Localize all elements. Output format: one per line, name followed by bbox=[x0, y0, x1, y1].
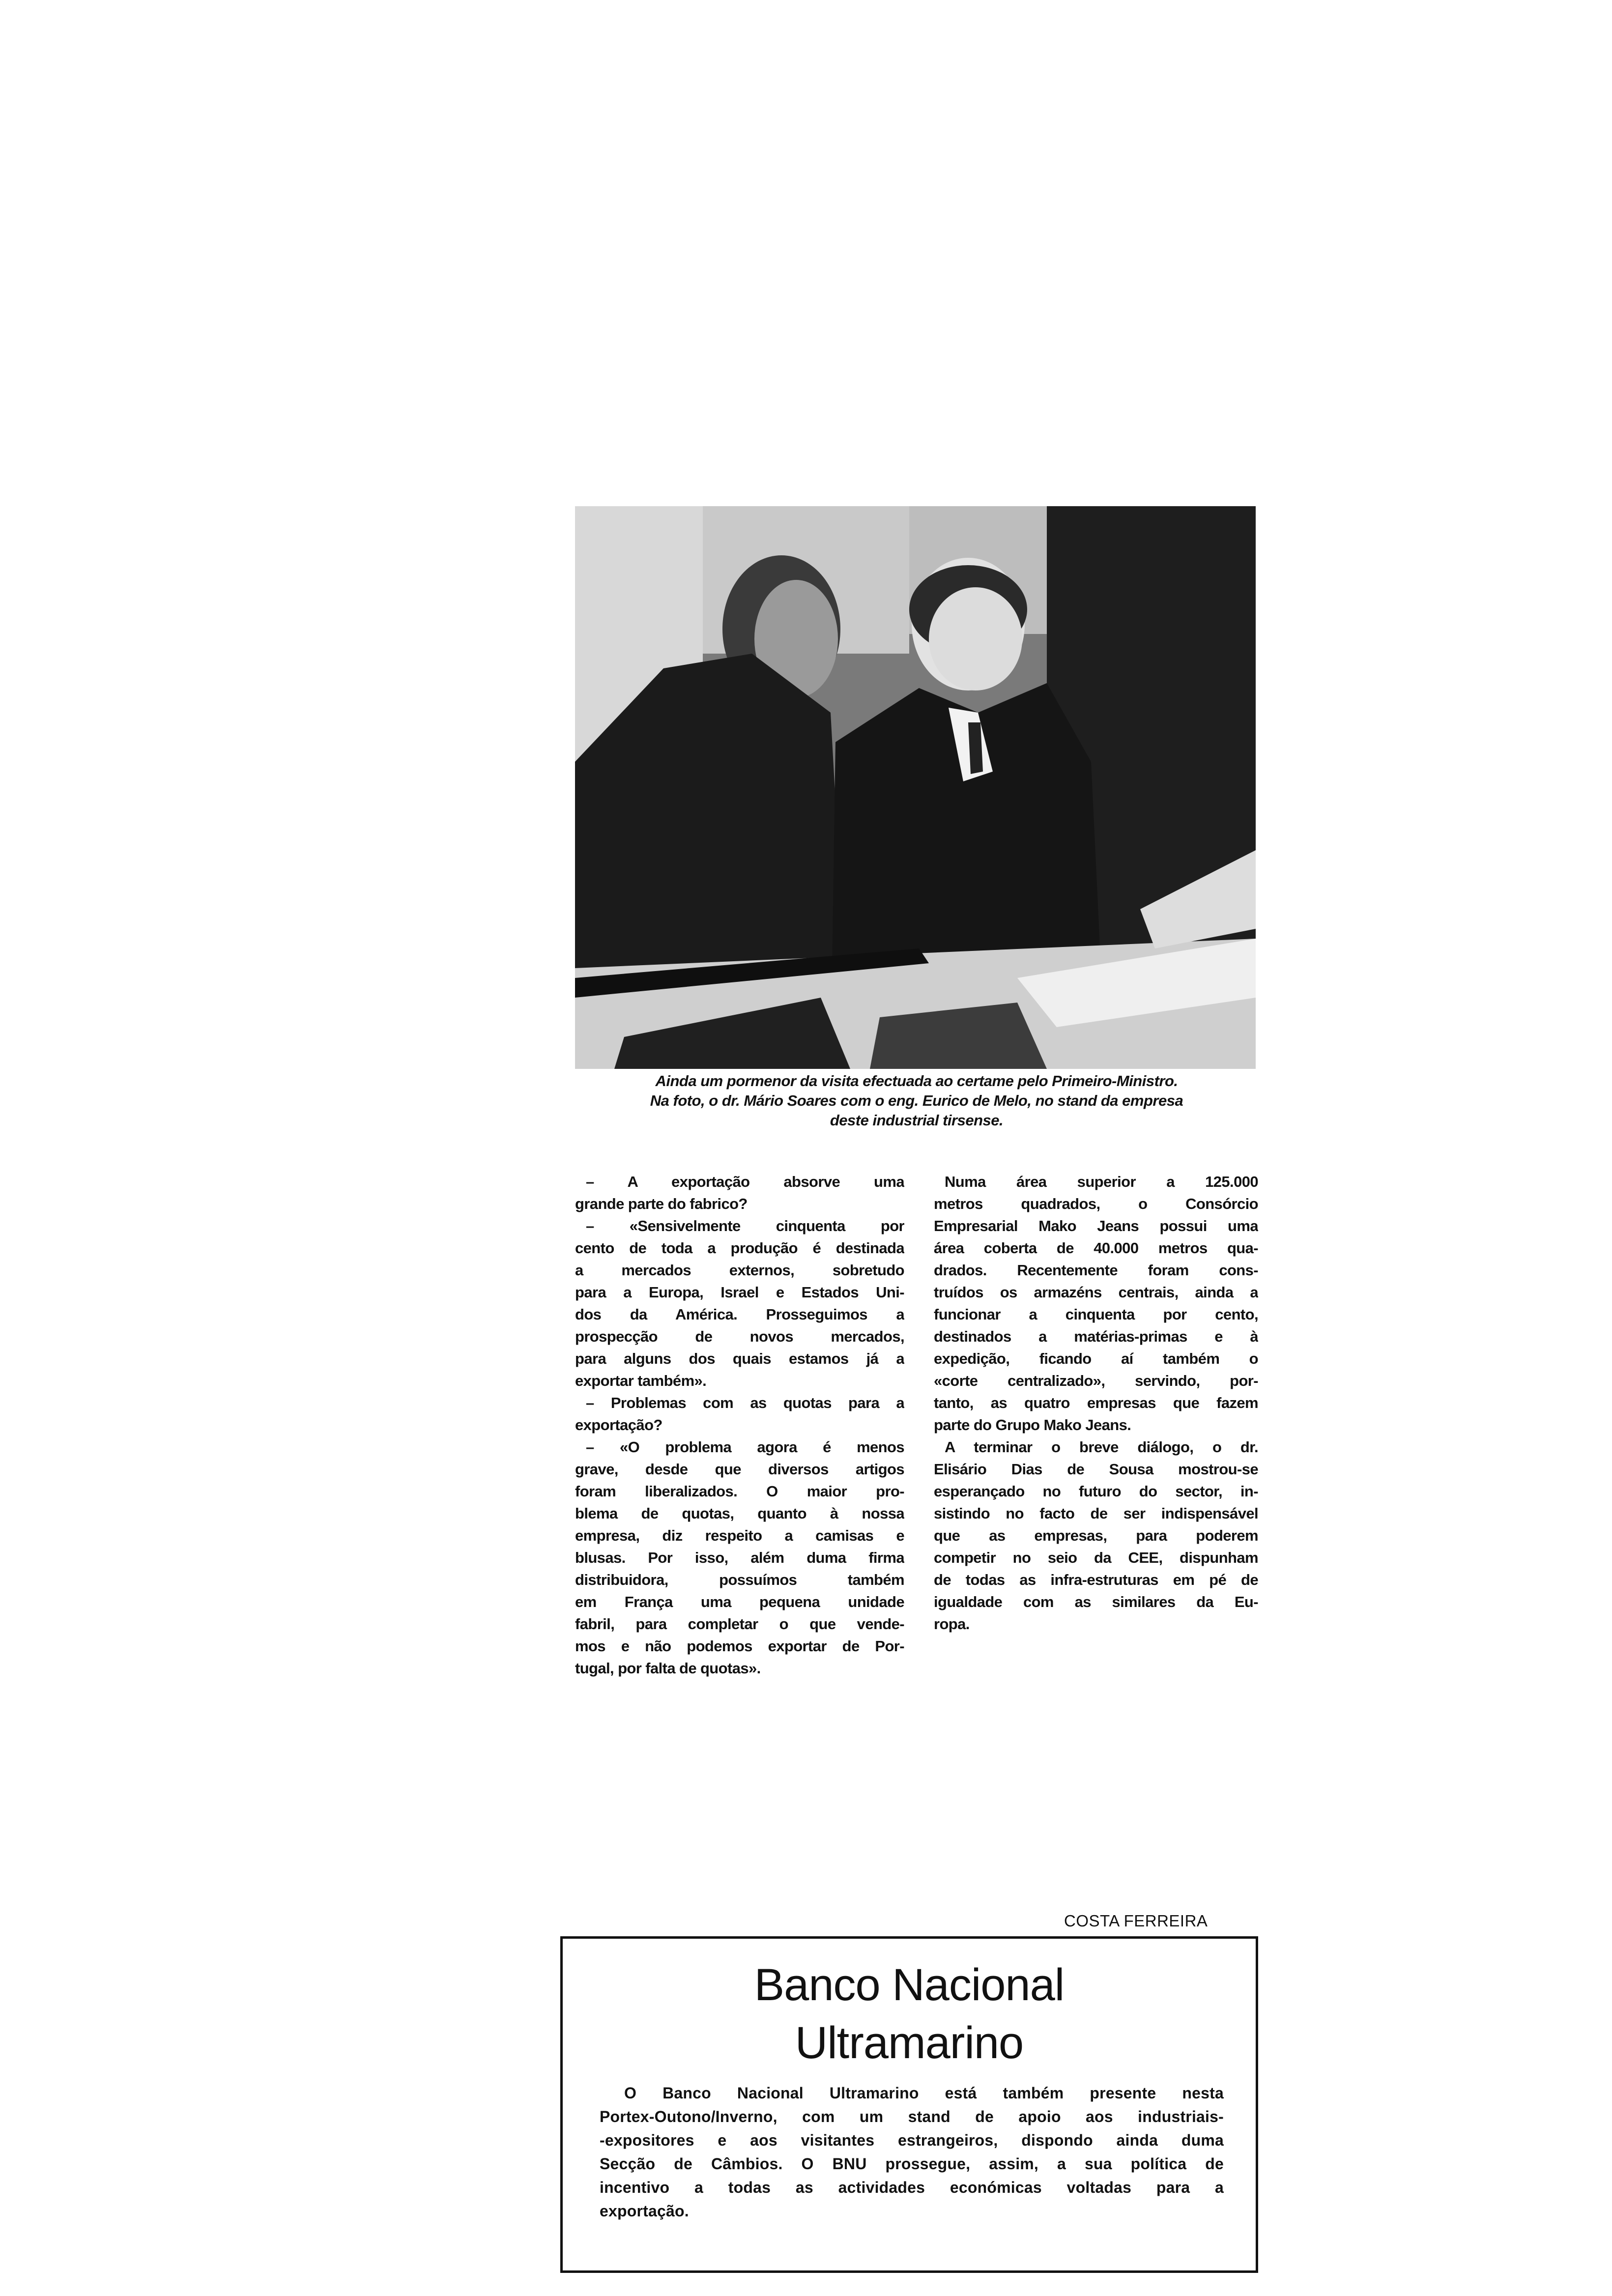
article-line: destinados a matérias-primas e à bbox=[934, 1328, 1258, 1345]
article-line: prospecção de novos mercados, bbox=[575, 1328, 904, 1345]
article-line: distribuidora, possuímos também bbox=[575, 1571, 904, 1588]
article-line: truídos os armazéns centrais, ainda a bbox=[934, 1284, 1258, 1301]
article-line: exportação? bbox=[575, 1416, 662, 1434]
article-line: esperançado no futuro do sector, in- bbox=[934, 1483, 1258, 1500]
article-line: – Problemas com as quotas para a bbox=[586, 1394, 904, 1411]
article-line: foram liberalizados. O maior pro- bbox=[575, 1483, 904, 1500]
news-photo bbox=[575, 506, 1256, 1069]
article-column-left bbox=[575, 1171, 904, 1679]
article-line: tugal, por falta de quotas». bbox=[575, 1660, 761, 1677]
article-line: cento de toda a produção é destinada bbox=[575, 1239, 904, 1257]
article-line: fabril, para completar o que vende- bbox=[575, 1615, 904, 1633]
article-line: – «O problema agora é menos bbox=[586, 1438, 904, 1456]
advert-line: -expositores e aos visitantes estrangeiros, dispondo ainda duma bbox=[600, 2131, 1224, 2149]
article-line: a mercados externos, sobretudo bbox=[575, 1262, 904, 1279]
article-line: blusas. Por isso, além duma firma bbox=[575, 1549, 904, 1566]
advert-line: O Banco Nacional Ultramarino está também presente nesta bbox=[624, 2084, 1224, 2102]
advert-title-line2: Ultramarino bbox=[795, 2018, 1024, 2068]
bank-advert-box bbox=[560, 1936, 1258, 2273]
article-line: «corte centralizado», servindo, por- bbox=[934, 1372, 1258, 1389]
article-line: grave, desde que diversos artigos bbox=[575, 1461, 904, 1478]
article-line: Elisário Dias de Sousa mostrou-se bbox=[934, 1461, 1258, 1478]
caption-line: deste industrial tirsense. bbox=[830, 1112, 1004, 1129]
article-line: de todas as infra-estruturas em pé de bbox=[934, 1571, 1258, 1588]
article-line: exportar também». bbox=[575, 1372, 707, 1389]
caption-line: Ainda um pormenor da visita efectuada ao certame pelo Primeiro-Ministro. bbox=[655, 1072, 1178, 1090]
article-line: área coberta de 40.000 metros qua- bbox=[934, 1239, 1258, 1257]
article-line: drados. Recentemente foram cons- bbox=[934, 1262, 1258, 1279]
article-line: dos da América. Prosseguimos a bbox=[575, 1306, 904, 1323]
article-line: blema de quotas, quanto à nossa bbox=[575, 1505, 904, 1522]
newspaper-clipping bbox=[560, 506, 1263, 2220]
article-line: em França uma pequena unidade bbox=[575, 1593, 904, 1610]
photo-caption bbox=[570, 1071, 1263, 1130]
advert-body bbox=[600, 2081, 1224, 2223]
article-line: – «Sensivelmente cinquenta por bbox=[586, 1217, 904, 1234]
advert-title-line1: Banco Nacional bbox=[754, 1960, 1065, 2010]
article-line: para alguns dos quais estamos já a bbox=[575, 1350, 904, 1367]
advert-line: exportação. bbox=[600, 2202, 689, 2220]
advert-line: incentivo a todas as actividades económicas voltadas para a bbox=[600, 2179, 1224, 2196]
article-line: Numa área superior a 125.000 bbox=[945, 1173, 1258, 1190]
article-line: expedição, ficando aí também o bbox=[934, 1350, 1258, 1367]
article-line: tanto, as quatro empresas que fazem bbox=[934, 1394, 1258, 1411]
article-line: sistindo no facto de ser indispensável bbox=[934, 1505, 1258, 1522]
article-line: funcionar a cinquenta por cento, bbox=[934, 1306, 1258, 1323]
article-line: A terminar o breve diálogo, o dr. bbox=[945, 1438, 1258, 1456]
article-column-right bbox=[934, 1171, 1258, 1635]
article-line: Empresarial Mako Jeans possui uma bbox=[934, 1217, 1258, 1234]
article-line: grande parte do fabrico? bbox=[575, 1195, 748, 1212]
article-byline: COSTA FERREIRA bbox=[1064, 1912, 1208, 1930]
article-line: mos e não podemos exportar de Por- bbox=[575, 1637, 904, 1655]
article-line: parte do Grupo Mako Jeans. bbox=[934, 1416, 1131, 1434]
advert-line: Portex-Outono/Inverno, com um stand de apoio aos industriais- bbox=[600, 2108, 1224, 2125]
advert-line: Secção de Câmbios. O BNU prossegue, assim, a sua política de bbox=[600, 2155, 1224, 2173]
caption-line: Na foto, o dr. Mário Soares com o eng. Eurico de Melo, no stand da empresa bbox=[650, 1092, 1183, 1109]
article-line: competir no seio da CEE, dispunham bbox=[934, 1549, 1258, 1566]
article-line: – A exportação absorve uma bbox=[586, 1173, 904, 1190]
article-line: que as empresas, para poderem bbox=[934, 1527, 1258, 1544]
article-line: ropa. bbox=[934, 1615, 970, 1633]
article-line: empresa, diz respeito a camisas e bbox=[575, 1527, 904, 1544]
article-line: igualdade com as similares da Eu- bbox=[934, 1593, 1258, 1610]
article-line: para a Europa, Israel e Estados Uni- bbox=[575, 1284, 904, 1301]
article-line: metros quadrados, o Consórcio bbox=[934, 1195, 1258, 1212]
photograph-icon bbox=[575, 506, 1256, 1069]
